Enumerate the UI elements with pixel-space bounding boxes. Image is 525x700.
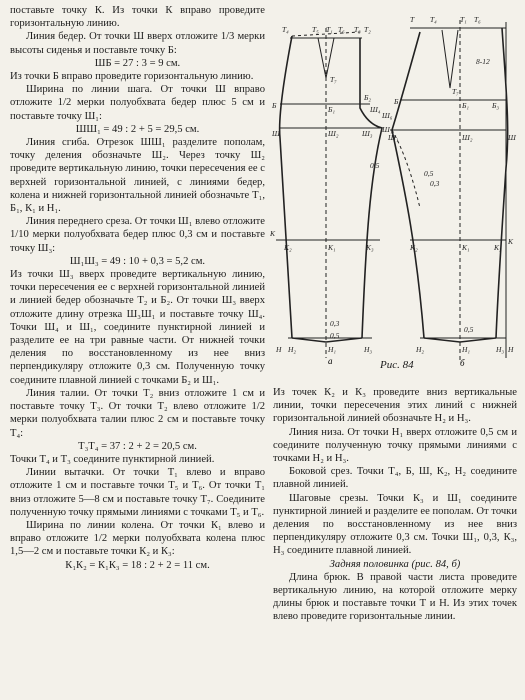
svg-text:Б₁: Б₁: [328, 105, 336, 114]
figure-caption: Рис. 84: [380, 359, 414, 371]
paragraph: Шаговые срезы. Точки К₃ и Ш₁ соедините пунктирной линией и разделите ее пополам. От точки деления по восстановленному из нее вниз перпендикуляру отложите 0,3 см. Точки Ш₁, 0,3, К₃, Н₃ соедините плавной линией.: [273, 492, 517, 557]
svg-text:Т₇: Т₇: [452, 87, 459, 96]
svg-text:Б₃: Б₃: [492, 101, 500, 110]
svg-text:Т₆: Т₆: [338, 25, 345, 34]
figure-sub-a: а: [328, 356, 333, 366]
svg-text:Т₁: Т₁: [460, 15, 467, 24]
formula: Т₃Т₄ = 37 : 2 + 2 = 20,5 см.: [78, 440, 197, 452]
svg-text:К₃: К₃: [494, 243, 502, 252]
paragraph: Линия бедер. От точки Ш вверх отложите 1/3 мерки высоты сиденья и поставьте точку Б:: [10, 31, 265, 56]
svg-text:Н₂: Н₂: [288, 345, 297, 354]
paragraph: Боковой срез. Точки Т₄, Б, Ш, К₂, Н₂ соедините плавной линией.: [273, 466, 517, 491]
svg-text:Ш: Ш: [272, 129, 280, 138]
paragraph: Ширина по линии шага. От точки Ш вправо отложите 1/2 мерки полуобхвата бедер плюс 5 см и поставьте точку Ш₁:: [10, 84, 265, 122]
svg-text:Н: Н: [508, 345, 514, 354]
formula: Ш₁Ш₃ = 49 : 10 + 0,3 = 5,2 см.: [69, 255, 206, 267]
svg-text:Т₄: Т₄: [282, 25, 289, 34]
svg-text:Б₂: Б₂: [364, 93, 372, 102]
svg-text:Т₂: Т₂: [364, 25, 371, 34]
svg-text:Ш₃: Ш₃: [362, 129, 373, 138]
svg-text:Т₁: Т₁: [326, 25, 333, 34]
svg-text:Ш₆: Ш₆: [382, 111, 393, 120]
formula: К₁К₂ = К₁К₃ = 18 : 2 + 2 = 11 см.: [65, 559, 210, 571]
svg-text:8-12: 8-12: [476, 57, 490, 66]
section-caption: Задняя половинка (рис. 84, б): [329, 558, 461, 570]
paragraph: Линия талии. От точки Т₂ вниз отложите 1 см и поставьте точку Т₃. От точки Т₂ влево отложите 1/2 мерки полуобхвата талии плюс 2 см и поставьте точку Т₄:: [10, 387, 265, 439]
svg-text:Н₁: Н₁: [462, 345, 471, 354]
pattern-figure: [270, 8, 518, 370]
svg-text:Ш₁: Ш₁: [388, 133, 399, 142]
svg-text:Ш₁: Ш₁: [382, 125, 393, 134]
svg-text:Н₃: Н₃: [364, 345, 373, 354]
svg-text:Б₁: Б₁: [462, 101, 470, 110]
svg-text:Б: Б: [272, 101, 277, 110]
paragraph: Из точек К₂ и К₃ проведите вниз вертикальные линии, точки пересечения этих линий с нижней горизонтальной линией обозначьте Н₂ и Н₃.: [273, 387, 517, 425]
svg-text:К₃: К₃: [366, 243, 374, 252]
paragraph: Ширина по линии колена. От точки К₁ влево и вправо отложите 1/2 мерки полуобхвата колена плюс 1,5—2 см и поставьте точки К₂ и К₃:: [10, 519, 265, 558]
paragraph: Линия сгиба. Отрезок ШШ₁ разделите пополам, точку деления обозначьте Ш₂. Через точку Ш₂ проведите вертикальную линию, точки пересечения ее с верхней горизонтальной линией, с линиями бедер, колена и нижней горизонтальной линией обозначьте Т₁, Б₁, К₁ и Н₁.: [10, 137, 265, 215]
svg-text:Б: Б: [394, 97, 399, 106]
paragraph: поставьте точку К. Из точки К вправо проведите горизонтальную линию.: [10, 5, 265, 30]
svg-text:Ш₂: Ш₂: [328, 129, 339, 138]
right-text-column: [273, 386, 517, 624]
paragraph: Точки Т₄ и Т₃ соедините пунктирной линией.: [10, 453, 215, 465]
paragraph: Из точки Ш₃ вверх проведите вертикальную линию, точки пересечения ее с верхней горизонтальной линией и линией бедер обозначьте Т₂ и Б₂. От точки Ш₃ вверх отложите длину отрезка Ш₃Ш₁ и поставьте точку Ш₄. Точки Ш₄ и Ш₁, соедините пунктирной линией и разделите ее на три равные части. От нижней точки деления по восстановленному из нее вниз перпендикуляру отложите 0,3 см. Полученную точку соедините плавной линией с точками Б₂ и Ш₁.: [10, 269, 265, 386]
svg-text:0,5: 0,5: [424, 169, 434, 178]
svg-text:Н₁: Н₁: [328, 345, 337, 354]
formula: ШБ = 27 : 3 = 9 см.: [94, 57, 181, 69]
svg-text:Ш: Ш: [508, 133, 516, 142]
svg-text:Т₆: Т₆: [474, 15, 481, 24]
svg-text:Т₇: Т₇: [330, 75, 337, 84]
svg-text:0,5: 0,5: [464, 325, 474, 334]
svg-text:0,3: 0,3: [430, 179, 440, 188]
figure-sub-b: б: [460, 358, 465, 368]
svg-text:Т₃: Т₃: [354, 25, 361, 34]
paragraph: Линии вытачки. От точки Т₁ влево и вправо отложите 1 см и поставьте точки Т₅ и Т₆. От точки Т₁ вниз отложите 5—8 см и поставьте точку Т₇. Соедините полученную точку прямыми линиями с точками Т₅ и Т₆.: [10, 467, 265, 518]
left-text-column: [10, 4, 265, 572]
pattern-drawing: [270, 8, 518, 370]
svg-text:0,5: 0,5: [330, 331, 340, 340]
svg-text:Н₂: Н₂: [416, 345, 425, 354]
svg-text:Н: Н: [276, 345, 282, 354]
svg-text:К₁: К₁: [328, 243, 336, 252]
svg-text:К₂: К₂: [284, 243, 292, 252]
svg-text:К: К: [508, 237, 513, 246]
svg-text:0,5: 0,5: [370, 161, 380, 170]
svg-text:Т: Т: [410, 15, 415, 24]
svg-text:К₂: К₂: [410, 243, 418, 252]
paragraph: Длина брюк. В правой части листа проведите вертикальную линию, на которой отложите мерку длины брюк и поставьте точки Т и Н. Из этих точек влево проведите горизонтальные линии.: [273, 571, 517, 623]
paragraph: Из точки Б вправо проведите горизонтальную линию.: [10, 71, 254, 83]
paragraph: Линия переднего среза. От точки Ш₁ влево отложите 1/10 мерки полуобхвата бедер плюс 0,3 см и поставьте точку Ш₃:: [10, 216, 265, 254]
formula: ШШ₁ = 49 : 2 + 5 = 29,5 см.: [75, 123, 200, 135]
svg-text:Ш₄: Ш₄: [370, 105, 381, 114]
svg-text:Т₄: Т₄: [430, 15, 437, 24]
paragraph: Линия низа. От точки Н₁ вверх отложите 0,5 см и соедините полученную точку прямыми линиями с точками Н₂ и Н₃.: [273, 426, 517, 465]
svg-text:0,3: 0,3: [330, 319, 340, 328]
svg-text:Ш₂: Ш₂: [462, 133, 473, 142]
svg-text:Т₅: Т₅: [312, 25, 319, 34]
svg-text:К: К: [270, 229, 275, 238]
svg-text:К₁: К₁: [462, 243, 470, 252]
svg-text:Н₃: Н₃: [496, 345, 505, 354]
